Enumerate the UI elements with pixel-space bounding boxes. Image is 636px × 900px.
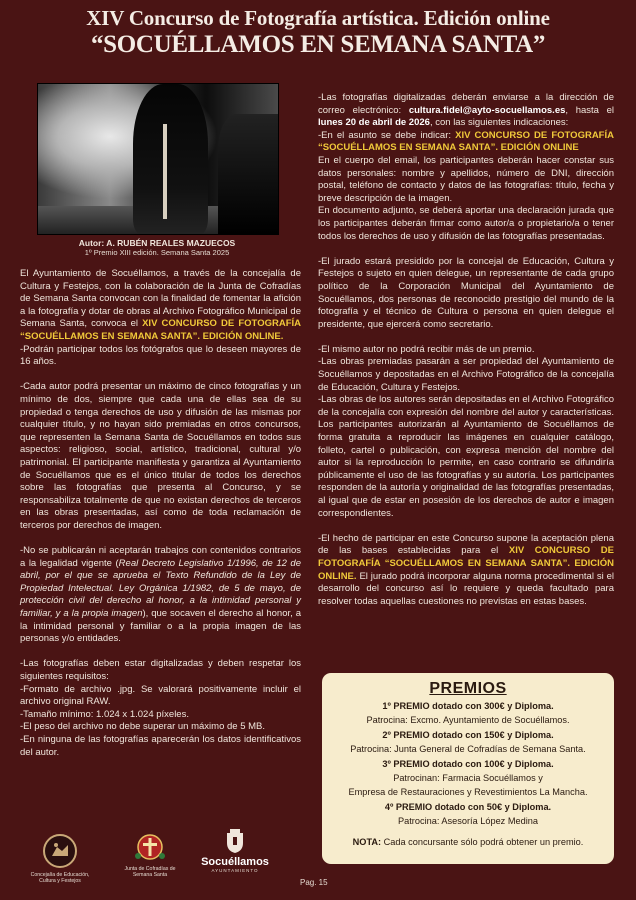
intro-paragraph: El Ayuntamiento de Socuéllamos, a través de la concejalía de Cultura y Festejos, con la colaboración de la Junta de Cofradías de Semana Santa convocan con la finalidad de fomentar la afición a la fotografía y dotar de obras al Archivo Fotográfico Municipal de Semana Santa, convoca el XIV CONCURSO DE FOTOGRAFÍA “SOCUÉLLAMOS EN SEMANA SANTA”. EDICIÓN ONLINE. (20, 268, 301, 342)
contact-email[interactable]: cultura.fidel@ayto-socuellamos.es (408, 104, 566, 116)
second-prize-sponsor: Patrocina: Junta General de Cofradías de Semana Santa. (350, 744, 586, 755)
fourth-prize-sponsor: Patrocina: Asesoría López Medina (398, 816, 538, 827)
education-dept-caption: Concejalía de Educación, Cultura y Festejos (30, 872, 90, 885)
format-rule: -Formato de archivo .jpg. Se valorará positivamente incluir el archivo original RAW. (20, 683, 301, 708)
email-rule: -Las fotografías digitalizadas deberán enviarse a la dirección de correo electrónico: cultura.fidel@ayto-socuellamos.es, hasta el lunes 20 de abril de 2026, con las siguientes indicaciones: (318, 92, 614, 129)
ownership-rule: -Las obras premiadas pasarán a ser propiedad del Ayuntamiento de Socuéllamos y depositadas en el Archivo Fotográfico de la concejalía de Educación, Cultura y Festejos. (318, 356, 614, 393)
page-header (0, 6, 636, 60)
photo-crowd (218, 114, 278, 234)
photo-cord (163, 124, 167, 219)
first-prize-sponsor: Patrocina: Excmo. Ayuntamiento de Socuéllamos. (366, 715, 570, 726)
deadline: lunes 20 de abril de 2026 (318, 117, 430, 129)
requirements-intro: -Las fotografías deben estar digitalizadas y deben respetar los siguientes requisitos: (20, 658, 301, 682)
prizes-note: NOTA: Cada concursante sólo podrá obtener un premio. (352, 836, 584, 847)
third-prize-sponsor-2: Empresa de Restauraciones y Revestimientos La Mancha. (348, 787, 588, 798)
jury-rule: -El jurado estará presidido por la concejal de Educación, Cultura y Festejos o sujeto en quien delegue, un representante de cada grupo político de la Corporación Municipal del Ayuntamiento de Socuéllamos, dos personas de reconocido prestigio del mundo de la fotografía y el técnico de Cultura o persona en quien delegue el presidente, que ejercerá como secretario. (318, 255, 614, 330)
town-shield-icon (225, 828, 245, 854)
second-prize: 2º PREMIO dotado con 150€ y Diploma. (382, 729, 554, 740)
fourth-prize: 4º PREMIO dotado con 50€ y Diploma. (384, 801, 552, 812)
declaration-rule: En documento adjunto, se deberá aportar una declaración jurada que los participantes deberán firmar como autor/a o propietario/a o tener todos los derechos de uso y difusión de las fotografías presentadas. (318, 205, 614, 242)
contest-name: “SOCUÉLLAMOS EN SEMANA SANTA” (90, 31, 546, 58)
town-hall-logo (195, 828, 275, 874)
prizes-title: PREMIOS (429, 680, 507, 697)
contest-title: XIV Concurso de Fotografía artística. Edición online (86, 6, 550, 30)
winning-photo (37, 83, 279, 235)
weight-rule: -El peso del archivo no debe superar un máximo de 5 MB. (20, 721, 266, 733)
brotherhoods-crest-icon (132, 832, 168, 862)
town-hall-label: AYUNTAMIENTO (211, 868, 259, 873)
email-body-rule: En el cuerpo del email, los participantes deberán hacer constar sus datos personales: nombre y apellidos, número de DNI, dirección postal, teléfono de contacto y datos de las fotografías: título, fecha y breve descripción de la imagen. (318, 154, 614, 204)
photo-award: 1º Premio XIII edición. Semana Santa 2025 (84, 248, 230, 257)
photo-author: Autor: A. RUBÉN REALES MAZUECOS (78, 238, 236, 248)
education-emblem-icon (43, 834, 77, 868)
submission-rule: -Cada autor podrá presentar un máximo de cinco fotografías y un mínimo de dos, siempre que cada una de ellas sea de su propiedad o tenga derechos de uso y difusión de las mismas por cualquier título, y no hayan sido premiadas en otros concursos, que representen la Semana Santa de Socuéllamos en todos sus aspectos: religioso, social, artístico, tradicional, cultural y/o patrimonial. El participante manifiesta y garantiza al Ayuntamiento de Socuéllamos que es el único titular de todos los derechos sobre las fotografías que presenta al Concurso, y se responsabiliza totalmente de que no existan derechos de terceros en las obras presentadas, así como de toda reclamación de terceros por derechos de imagen. (20, 381, 301, 531)
subject-rule: -En el asunto se debe indicar: XIV CONCURSO DE FOTOGRAFÍA “SOCUÉLLAMOS EN SEMANA SANTA”. EDICIÓN ONLINE (318, 129, 614, 154)
photo-caption (37, 238, 277, 257)
town-name: Socuéllamos (201, 856, 269, 868)
first-prize: 1º PREMIO dotado con 300€ y Diploma. (382, 701, 554, 711)
contest-highlight: XIV CONCURSO DE FOTOGRAFÍA “SOCUÉLLAMOS EN SEMANA SANTA”. EDICIÓN ONLINE. (20, 318, 301, 342)
acceptance-rule: -El hecho de participar en este Concurso supone la aceptación plena de las bases establecidas para el XIV CONCURSO DE FOTOGRAFÍA “SOCUÉLLAMOS EN SEMANA SANTA”. EDICIÓN ONLINE. El jurado podrá incorporar alguna norma procedimental si el desarrollo del concurso así lo requiere y queda facultado para resolver todas aquellas cuestiones no previstas en estas bases. (318, 532, 614, 607)
brotherhoods-logo (120, 832, 180, 878)
sponsor-logos (30, 828, 290, 890)
anonymity-rule: -En ninguna de las fotografías aparecerán los datos identificativos del autor. (20, 733, 301, 758)
legality-rule: -No se publicarán ni aceptarán trabajos con contenidos contrarios a la legalidad vigente (Real Decreto Legislativo 1/1996, de 12 de abril, por el que se aprueba el Texto Refundido de la Ley de Propiedad Intelectual. Ley Orgánica 1/1982, de 5 de mayo, de protección civil del derecho al honor, a la intimidad personal y familiar, y a la propia imagen), que socaven el derecho al honor, a la intimidad personal y familiar o a la propia imagen de las personas y/o entidades. (20, 545, 301, 645)
archive-rule: -Las obras de los autores serán depositadas en el Archivo Fotográfico de la concejalía con expresión del nombre del autor y características. Los participantes autorizarán al Ayuntamiento de Socuéllamos de forma gratuita a reproducir las imágenes en cualquier catálogo, folleto, cartel o publicación, con expresa mención del nombre del autor si la reproducción lo permite, en caso contrario se difundiría públicamente el uso de las fotografías y su autoría. Los participantes responden de la autoría y originalidad de las fotografías presentadas, al igual que de estar en posesión de los derechos de autor e imagen correspondientes. (318, 394, 614, 519)
brotherhoods-caption: Junta de Cofradías de Semana Santa (124, 866, 176, 879)
age-rule: -Podrán participar todos los fotógrafos que lo deseen mayores de 16 años. (20, 343, 301, 368)
legal-reference: Real Decreto Legislativo 1/1996, de 12 de abril, por el que se aprueba el Texto Refundido de la Ley de Propiedad Intelectual. Ley Orgánica 1/1982, de 5 de mayo, de protección civil del derecho al honor, a la intimidad personal y familiar, y a la propia imagen (20, 557, 301, 620)
third-prize: 3º PREMIO dotado con 100€ y Diploma. (382, 758, 554, 769)
right-column (318, 92, 614, 608)
left-column (20, 268, 301, 759)
page-number: Pag. 15 (300, 878, 328, 887)
photo-robed-figure (133, 84, 208, 234)
prizes-box (322, 673, 614, 864)
education-dept-logo (30, 834, 90, 884)
size-rule: -Tamaño mínimo: 1.024 x 1.024 píxeles. (20, 708, 189, 720)
one-prize-rule: -El mismo autor no podrá recibir más de un premio. (318, 343, 535, 355)
third-prize-sponsor-1: Patrocinan: Farmacia Socuéllamos y (393, 773, 543, 784)
